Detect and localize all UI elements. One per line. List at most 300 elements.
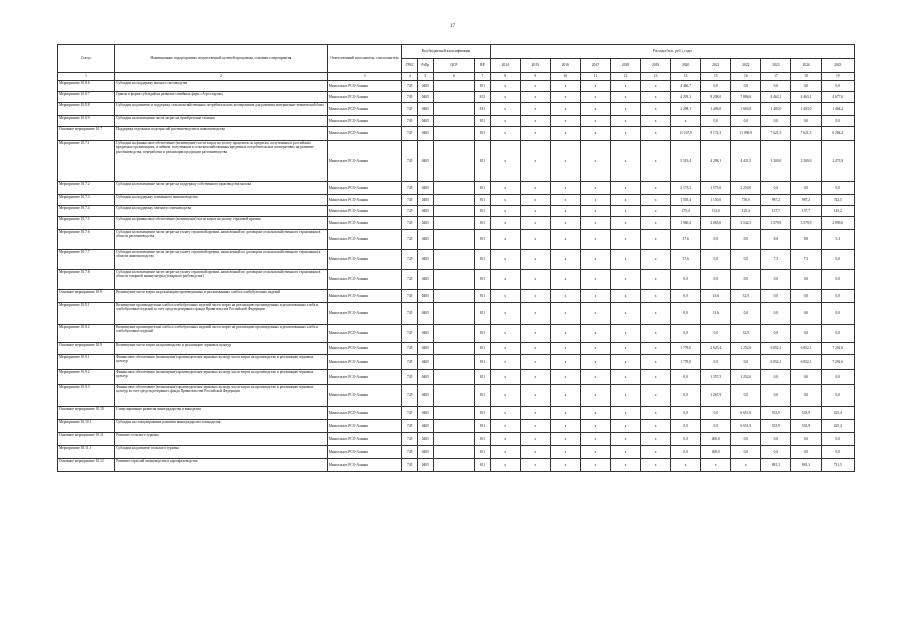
- row-year-value: 0,0: [791, 290, 821, 303]
- row-year-value: 0,0: [731, 433, 761, 446]
- row-grbs: 745: [402, 385, 418, 407]
- row-vr: 811: [475, 81, 491, 92]
- row-description: Гранты в форме субсидий на развитие семейных ферм «Агростартап»: [115, 92, 328, 103]
- row-year-value: 11 167,9: [671, 127, 701, 141]
- row-year-value: 533,9: [761, 407, 791, 420]
- row-year-value: 0,0: [761, 290, 791, 303]
- row-csr: [433, 92, 475, 103]
- row-grbs: 745: [402, 92, 418, 103]
- row-rzpr: 0405: [418, 355, 434, 370]
- row-year-value: 1 778,0: [671, 355, 701, 370]
- row-year-value: 0,0: [761, 433, 791, 446]
- row-csr: [433, 433, 475, 446]
- row-year-value: 750,0: [731, 195, 761, 206]
- header-col-number: 1: [58, 73, 115, 81]
- table-row: [58, 420, 855, 433]
- row-year-value: x: [520, 230, 550, 250]
- row-year-value: x: [641, 343, 671, 355]
- row-executor: Минсельхоз РСО-Алания: [327, 343, 402, 355]
- table-row: [58, 141, 855, 182]
- row-year-value: x: [550, 385, 580, 407]
- row-rzpr: 0405: [418, 270, 434, 290]
- row-vr: 811: [475, 182, 491, 195]
- header-col-number: 4: [402, 73, 418, 81]
- row-year-value: x: [520, 407, 550, 420]
- row-year-value: 0,0: [731, 355, 761, 370]
- row-year-value: 6 852,1: [791, 355, 821, 370]
- row-rzpr: 0405: [418, 116, 434, 127]
- row-year-value: 0,0: [671, 420, 701, 433]
- row-year-value: 2 890,6: [821, 217, 854, 230]
- row-year-value: 4 463,1: [761, 92, 791, 103]
- row-year-value: x: [641, 182, 671, 195]
- row-year-value: x: [701, 459, 731, 472]
- row-executor: Минсельхоз РСО-Алания: [327, 127, 402, 141]
- row-year-value: 1 252,6: [731, 343, 761, 355]
- row-year-value: x: [490, 217, 520, 230]
- row-year-value: x: [610, 446, 640, 459]
- row-year-value: 37,6: [671, 230, 701, 250]
- row-description: Субсидии на возмещение части затрат на уплату страховой премии, начисленной по договорам сельскохозяйственного страхования в области животноводства: [115, 250, 328, 270]
- row-year-value: x: [580, 325, 610, 343]
- table-row: [58, 127, 855, 141]
- row-year-value: x: [641, 141, 671, 182]
- row-status: Мероприятие 10.7.3: [58, 195, 115, 206]
- row-year-value: 0,0: [701, 116, 731, 127]
- row-year-value: x: [671, 459, 701, 472]
- row-year-value: 0,0: [731, 446, 761, 459]
- row-executor: Минсельхоз РСО-Алания: [327, 446, 402, 459]
- row-executor: Минсельхоз РСО-Алания: [327, 459, 402, 472]
- row-year-value: 0,0: [671, 290, 701, 303]
- row-year-value: x: [550, 103, 580, 116]
- row-year-value: x: [550, 446, 580, 459]
- row-year-value: x: [490, 290, 520, 303]
- row-year-value: 0,0: [821, 385, 854, 407]
- row-grbs: 745: [402, 127, 418, 141]
- row-grbs: 745: [402, 446, 418, 459]
- row-year-value: 37,6: [671, 250, 701, 270]
- row-description: Субсидии на возмещение части затрат на приобретение техники: [115, 116, 328, 127]
- row-year-value: x: [490, 81, 520, 92]
- row-year-value: 9 172,3: [701, 127, 731, 141]
- header-col-number: 2: [115, 73, 328, 81]
- header-executor: Ответственный исполнитель, соисполнитель: [327, 45, 402, 73]
- page-number: 17: [450, 24, 455, 29]
- row-year-value: 0,0: [701, 270, 731, 290]
- row-year-value: 0,0: [791, 325, 821, 343]
- row-csr: [433, 355, 475, 370]
- row-description: Стимулирование развития виноградарства и виноделия: [115, 407, 328, 420]
- header-code-col: РзПр: [418, 59, 434, 73]
- row-csr: [433, 182, 475, 195]
- row-year-value: x: [520, 270, 550, 290]
- row-vr: 811: [475, 385, 491, 407]
- row-year-value: 0,0: [701, 355, 731, 370]
- row-year-value: 4 293,1: [671, 92, 701, 103]
- row-year-value: 2 065,0: [701, 217, 731, 230]
- header-col-number: 6: [433, 73, 475, 81]
- row-year-value: x: [580, 250, 610, 270]
- row-year-value: 0,0: [671, 407, 701, 420]
- row-year-value: 0,0: [731, 303, 761, 325]
- row-description: Субсидии на возмещение части затрат на уплату страховой премии, начисленной по договорам сельскохозяйственного страхования в области растениеводства: [115, 230, 328, 250]
- row-year-value: x: [580, 355, 610, 370]
- row-rzpr: 0405: [418, 303, 434, 325]
- row-year-value: x: [550, 250, 580, 270]
- row-year-value: 0,0: [791, 182, 821, 195]
- row-year-value: x: [610, 433, 640, 446]
- header-year: 2022: [731, 59, 761, 73]
- row-year-value: x: [520, 127, 550, 141]
- row-year-value: x: [641, 127, 671, 141]
- header-year: 2017: [580, 59, 610, 73]
- row-year-value: x: [641, 420, 671, 433]
- row-year-value: 8 208,0: [701, 92, 731, 103]
- row-csr: [433, 206, 475, 217]
- row-year-value: x: [520, 355, 550, 370]
- row-year-value: 0,0: [761, 116, 791, 127]
- row-status: Мероприятие 10.9.3: [58, 385, 115, 407]
- row-year-value: 425,4: [821, 407, 854, 420]
- row-year-value: x: [580, 116, 610, 127]
- row-year-value: x: [490, 206, 520, 217]
- row-year-value: x: [580, 103, 610, 116]
- header-col-number: 17: [761, 73, 791, 81]
- row-status: Основное мероприятие 10.9: [58, 343, 115, 355]
- row-year-value: 7 292,6: [821, 355, 854, 370]
- row-year-value: x: [641, 303, 671, 325]
- row-year-value: x: [490, 230, 520, 250]
- header-year: 2018: [610, 59, 640, 73]
- row-year-value: x: [550, 270, 580, 290]
- row-year-value: 0,0: [791, 385, 821, 407]
- row-year-value: 0,0: [821, 446, 854, 459]
- row-year-value: x: [490, 127, 520, 141]
- row-csr: [433, 230, 475, 250]
- table-row: [58, 270, 855, 290]
- row-year-value: 0,0: [701, 81, 731, 92]
- row-year-value: 0,0: [761, 385, 791, 407]
- row-year-value: x: [490, 325, 520, 343]
- row-year-value: x: [520, 217, 550, 230]
- row-year-value: x: [610, 420, 640, 433]
- row-grbs: 745: [402, 433, 418, 446]
- row-year-value: x: [641, 290, 671, 303]
- row-year-value: 0,0: [731, 250, 761, 270]
- row-grbs: 745: [402, 407, 418, 420]
- header-col-number: 9: [520, 73, 550, 81]
- row-year-value: 0,0: [671, 433, 701, 446]
- row-executor: Минсельхоз РСО-Алания: [327, 103, 402, 116]
- row-year-value: 0,0: [791, 433, 821, 446]
- row-vr: 811: [475, 270, 491, 290]
- row-csr: [433, 325, 475, 343]
- row-year-value: x: [490, 195, 520, 206]
- row-year-value: x: [641, 206, 671, 217]
- table-row: [58, 92, 855, 103]
- row-status: Мероприятие 10.7.5: [58, 217, 115, 230]
- header-col-number: 5: [418, 73, 434, 81]
- row-year-value: x: [520, 433, 550, 446]
- row-year-value: x: [580, 206, 610, 217]
- table-row: [58, 103, 855, 116]
- row-csr: [433, 385, 475, 407]
- row-rzpr: 0405: [418, 407, 434, 420]
- row-csr: [433, 370, 475, 385]
- row-year-value: 0,0: [761, 370, 791, 385]
- row-year-value: 4 463,1: [791, 92, 821, 103]
- row-year-value: x: [580, 433, 610, 446]
- row-year-value: x: [490, 270, 520, 290]
- row-year-value: x: [520, 81, 550, 92]
- row-csr: [433, 250, 475, 270]
- row-rzpr: 0405: [418, 206, 434, 217]
- row-executor: Минсельхоз РСО-Алания: [327, 141, 402, 182]
- row-year-value: 1 505,4: [671, 195, 701, 206]
- row-year-value: 0,0: [791, 303, 821, 325]
- header-year: 2016: [550, 59, 580, 73]
- row-year-value: 0,0: [731, 230, 761, 250]
- row-vr: 811: [475, 325, 491, 343]
- row-year-value: x: [550, 217, 580, 230]
- row-year-value: 0,0: [821, 182, 854, 195]
- table-row: [58, 325, 855, 343]
- row-year-value: 881,3: [791, 459, 821, 472]
- header-code-col: ВР: [475, 59, 491, 73]
- row-year-value: x: [520, 446, 550, 459]
- row-rzpr: 0405: [418, 250, 434, 270]
- header-year: 2015: [520, 59, 550, 73]
- row-year-value: x: [580, 370, 610, 385]
- header-col-number: 14: [671, 73, 701, 81]
- row-year-value: x: [580, 420, 610, 433]
- row-year-value: x: [580, 270, 610, 290]
- header-col-number: 11: [580, 73, 610, 81]
- row-year-value: 4 677,6: [821, 92, 854, 103]
- row-year-value: 0,0: [821, 81, 854, 92]
- row-year-value: 0,0: [671, 325, 701, 343]
- row-year-value: x: [490, 182, 520, 195]
- row-year-value: 0,0: [791, 370, 821, 385]
- row-year-value: x: [520, 420, 550, 433]
- row-year-value: x: [580, 195, 610, 206]
- row-csr: [433, 103, 475, 116]
- row-year-value: x: [641, 250, 671, 270]
- row-year-value: 0,0: [821, 303, 854, 325]
- row-executor: Минсельхоз РСО-Алания: [327, 206, 402, 217]
- row-year-value: 2 173,5: [671, 182, 701, 195]
- row-vr: 811: [475, 206, 491, 217]
- row-year-value: 425,4: [821, 420, 854, 433]
- header-year: 2023: [761, 59, 791, 73]
- row-year-value: 533,9: [791, 407, 821, 420]
- row-year-value: x: [641, 459, 671, 472]
- header-expenses: Расходы (тыс. руб.), годы: [490, 45, 854, 59]
- row-year-value: 2 298,1: [671, 103, 701, 116]
- row-year-value: 533,9: [761, 420, 791, 433]
- row-description: Возмещение части затрат на реализацию произведенных и реализованных хлеба и хлебобулочных изделий: [115, 290, 328, 303]
- row-year-value: x: [520, 250, 550, 270]
- row-grbs: 745: [402, 343, 418, 355]
- row-year-value: x: [520, 459, 550, 472]
- row-year-value: x: [520, 116, 550, 127]
- row-year-value: 13,6: [701, 303, 731, 325]
- table-row: [58, 195, 855, 206]
- row-year-value: 0,0: [701, 250, 731, 270]
- table-row: [58, 217, 855, 230]
- row-year-value: x: [610, 195, 640, 206]
- row-grbs: 745: [402, 116, 418, 127]
- row-executor: Минсельхоз РСО-Алания: [327, 355, 402, 370]
- row-executor: Минсельхоз РСО-Алания: [327, 385, 402, 407]
- row-vr: 811: [475, 370, 491, 385]
- row-year-value: x: [520, 141, 550, 182]
- row-grbs: 745: [402, 420, 418, 433]
- row-year-value: x: [610, 385, 640, 407]
- row-year-value: x: [580, 303, 610, 325]
- row-year-value: 145,2: [821, 206, 854, 217]
- row-csr: [433, 420, 475, 433]
- row-grbs: 745: [402, 250, 418, 270]
- row-vr: 811: [475, 407, 491, 420]
- row-rzpr: 0405: [418, 127, 434, 141]
- row-year-value: x: [641, 355, 671, 370]
- row-vr: 811: [475, 290, 491, 303]
- row-csr: [433, 343, 475, 355]
- row-year-value: 0,0: [761, 446, 791, 459]
- row-executor: Минсельхоз РСО-Алания: [327, 250, 402, 270]
- row-year-value: 0,0: [671, 385, 701, 407]
- row-rzpr: 0405: [418, 290, 434, 303]
- row-rzpr: 0405: [418, 459, 434, 472]
- header-year: 2020: [671, 59, 701, 73]
- row-year-value: x: [520, 195, 550, 206]
- row-status: Мероприятие 10.8.1: [58, 303, 115, 325]
- row-status: Мероприятие 10.8.9: [58, 116, 115, 127]
- row-executor: Минсельхоз РСО-Алания: [327, 182, 402, 195]
- row-executor: Минсельхоз РСО-Алания: [327, 92, 402, 103]
- row-rzpr: 0405: [418, 433, 434, 446]
- row-year-value: 1 406,0: [701, 103, 731, 116]
- row-status: Мероприятие 10.9.1: [58, 355, 115, 370]
- row-year-value: 32,9: [731, 290, 761, 303]
- row-year-value: 0,0: [791, 446, 821, 459]
- row-year-value: 6 651,9: [731, 420, 761, 433]
- row-grbs: 745: [402, 217, 418, 230]
- row-year-value: 0,0: [821, 370, 854, 385]
- header-name: Наименование подпрограммы, ведомственной целевой программы, основного мероприятия: [115, 45, 328, 73]
- row-year-value: x: [610, 250, 640, 270]
- table-row: [58, 116, 855, 127]
- row-grbs: 745: [402, 81, 418, 92]
- row-year-value: x: [580, 217, 610, 230]
- row-vr: 811: [475, 420, 491, 433]
- row-status: Мероприятие 10.7.7: [58, 250, 115, 270]
- header-code-col: ГРБС: [402, 59, 418, 73]
- row-description: Поддержка отдельных подотраслей растениеводства и животноводства: [115, 127, 328, 141]
- row-year-value: 0,0: [671, 446, 701, 459]
- row-vr: 811: [475, 116, 491, 127]
- row-rzpr: 0405: [418, 325, 434, 343]
- row-rzpr: 0405: [418, 141, 434, 182]
- row-year-value: x: [580, 92, 610, 103]
- row-year-value: x: [610, 343, 640, 355]
- row-year-value: x: [490, 343, 520, 355]
- row-year-value: 3 579,9: [791, 217, 821, 230]
- row-year-value: 6 284,4: [821, 127, 854, 141]
- row-vr: 813: [475, 92, 491, 103]
- row-csr: [433, 270, 475, 290]
- row-year-value: x: [671, 116, 701, 127]
- row-vr: 811: [475, 433, 491, 446]
- row-year-value: 0,0: [821, 433, 854, 446]
- row-year-value: 1 403,0: [761, 103, 791, 116]
- row-year-value: 987,2: [761, 195, 791, 206]
- row-year-value: x: [550, 433, 580, 446]
- row-year-value: x: [550, 116, 580, 127]
- row-year-value: x: [610, 325, 640, 343]
- row-year-value: x: [490, 250, 520, 270]
- row-description: Развитие сельского туризма: [115, 433, 328, 446]
- row-year-value: x: [490, 141, 520, 182]
- row-year-value: x: [580, 385, 610, 407]
- row-year-value: x: [610, 127, 640, 141]
- row-year-value: 0,0: [701, 407, 731, 420]
- row-year-value: x: [550, 81, 580, 92]
- row-year-value: 0,0: [791, 116, 821, 127]
- row-year-value: x: [550, 195, 580, 206]
- row-description: Субсидии на возмещение части затрат на уплату страховой премии, начисленной по договорам сельскохозяйственного страхования в области товарной аквакультуры (товарного рыбоводства): [115, 270, 328, 290]
- row-year-value: 742,5: [821, 195, 854, 206]
- row-year-value: x: [580, 182, 610, 195]
- header-col-number: 18: [791, 73, 821, 81]
- header-col-number: 10: [550, 73, 580, 81]
- row-status: Мероприятие 10.8.7: [58, 92, 115, 103]
- row-year-value: 0,0: [821, 270, 854, 290]
- row-year-value: x: [550, 355, 580, 370]
- header-col-number: 12: [610, 73, 640, 81]
- row-year-value: x: [490, 459, 520, 472]
- row-executor: Минсельхоз РСО-Алания: [327, 407, 402, 420]
- row-vr: 811: [475, 250, 491, 270]
- table-row: [58, 385, 855, 407]
- row-csr: [433, 217, 475, 230]
- row-year-value: 0,0: [671, 270, 701, 290]
- row-year-value: x: [641, 325, 671, 343]
- row-year-value: 32,9: [731, 325, 761, 343]
- row-grbs: 745: [402, 182, 418, 195]
- row-year-value: x: [580, 81, 610, 92]
- row-year-value: x: [550, 92, 580, 103]
- table-row: [58, 303, 855, 325]
- row-executor: Минсельхоз РСО-Алания: [327, 420, 402, 433]
- row-year-value: x: [610, 182, 640, 195]
- row-year-value: x: [580, 127, 610, 141]
- row-description: Субсидии на финансовое обеспечение (возмещение) части затрат на уплату процентов по кредитам, полученным в российских кредитных организациях, и займам, полученным в сельскохозяйственных кредитных потребительских кооперативах на развитие растениеводства, переработки и реализации продукции растениеводства: [115, 141, 328, 182]
- row-year-value: x: [490, 355, 520, 370]
- row-executor: Минсельхоз РСО-Алания: [327, 195, 402, 206]
- row-year-value: 2 473,9: [821, 141, 854, 182]
- row-year-value: 0,0: [731, 270, 761, 290]
- row-year-value: 400,0: [701, 433, 731, 446]
- table-row: [58, 433, 855, 446]
- row-year-value: 1 960,4: [671, 217, 701, 230]
- row-year-value: 2 625,4: [701, 343, 731, 355]
- row-rzpr: 0405: [418, 420, 434, 433]
- row-rzpr: 0405: [418, 92, 434, 103]
- row-year-value: 1 357,5: [701, 370, 731, 385]
